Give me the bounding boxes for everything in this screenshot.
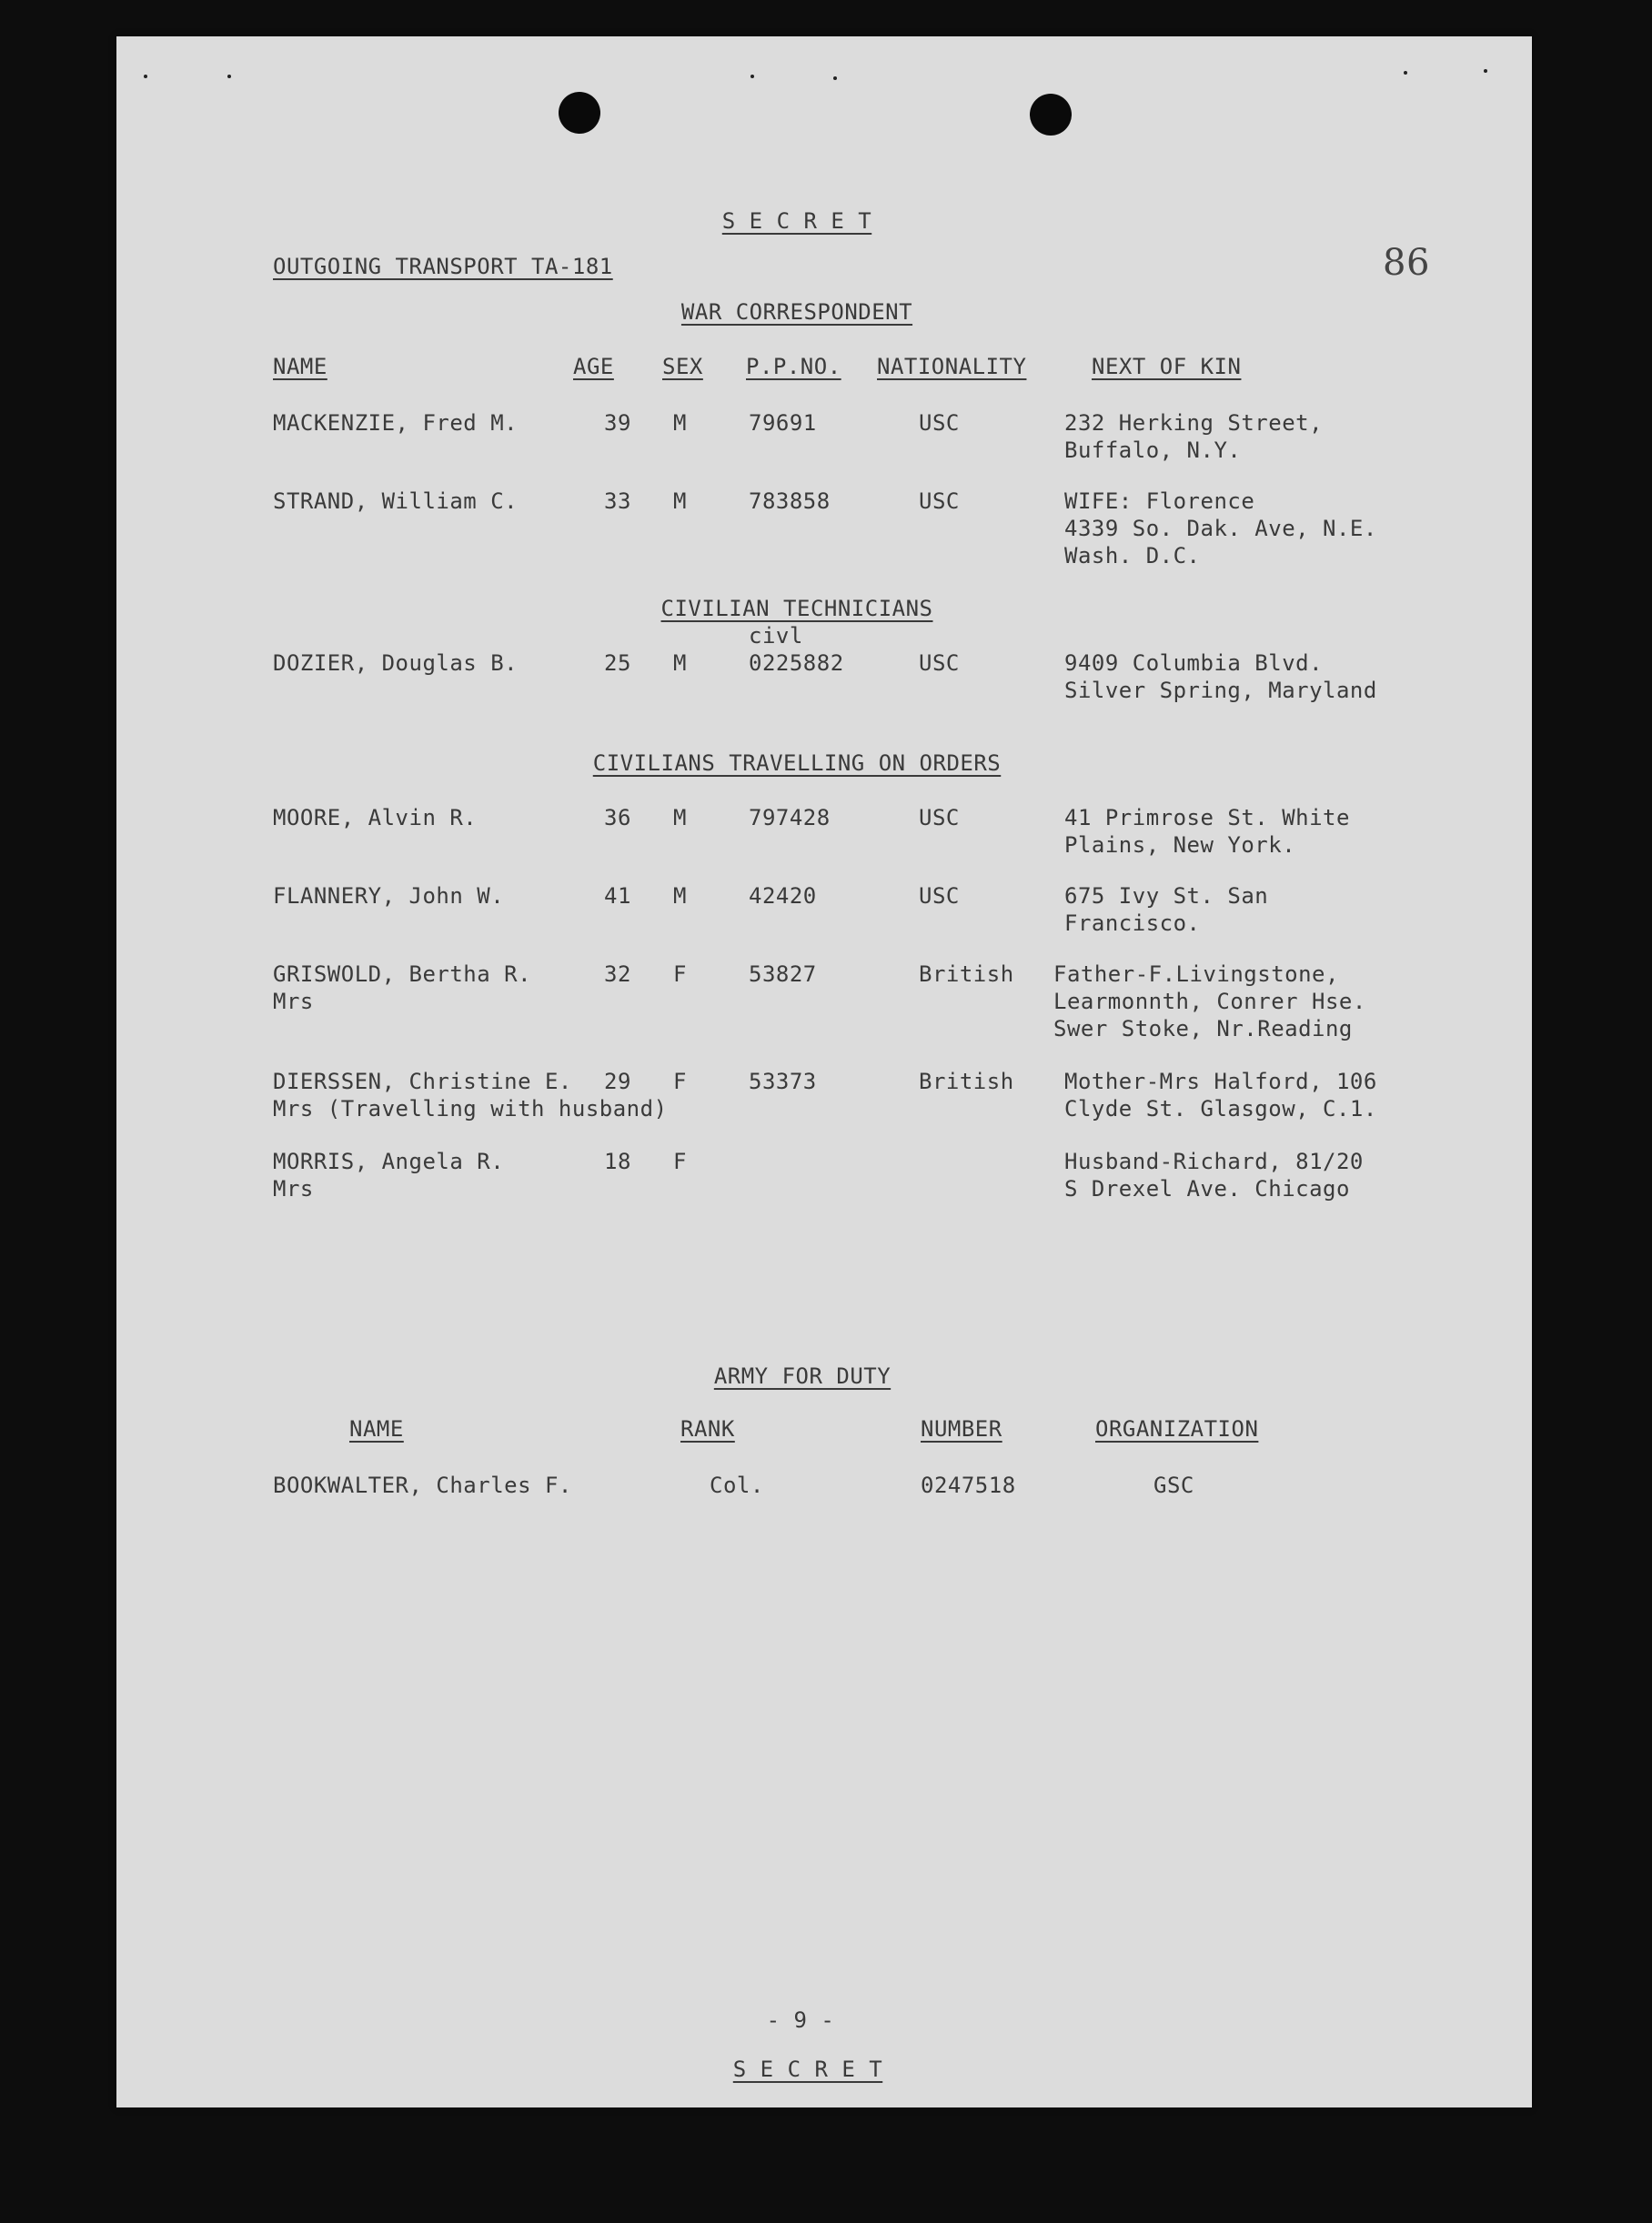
army-row-organization: GSC [1153, 1473, 1194, 1498]
section-civilians-on-orders: CIVILIANS TRAVELLING ON ORDERS [592, 750, 1002, 776]
army-row-name: BOOKWALTER, Charles F. [273, 1473, 572, 1498]
army-col-header-organization: ORGANIZATION [1095, 1416, 1259, 1442]
section-civilian-technicians: CIVILIAN TECHNICIANS [660, 596, 933, 621]
classification-top: S E C R E T [721, 208, 872, 234]
row-name: DIERSSEN, Christine E. Mrs (Travelling with husband) [273, 1069, 668, 1122]
row-pp-no: 53827 [749, 961, 817, 987]
classification-bottom: S E C R E T [732, 2057, 883, 2082]
row-age: 29 [604, 1069, 631, 1094]
row-nationality: USC [919, 805, 960, 830]
army-row-rank: Col. [710, 1473, 764, 1498]
row-nationality: British [919, 1069, 1014, 1094]
row-sex: F [673, 1069, 687, 1094]
speck [144, 75, 147, 78]
row-sex: F [673, 961, 687, 987]
row-sex: M [673, 650, 687, 676]
row-name: GRISWOLD, Bertha R. Mrs [273, 961, 532, 1014]
row-age: 36 [604, 805, 631, 830]
col-header-next-of-kin: NEXT OF KIN [1092, 354, 1242, 379]
row-age: 25 [604, 650, 631, 676]
row-pp-no: 797428 [749, 805, 831, 830]
row-pp-no: 79691 [749, 410, 817, 436]
speck [833, 76, 837, 80]
row-next-of-kin: Husband-Richard, 81/20 S Drexel Ave. Chicago [1064, 1149, 1364, 1202]
army-col-header-rank: RANK [680, 1416, 735, 1442]
row-nationality: British [919, 961, 1014, 987]
speck [1404, 71, 1407, 75]
row-name: DOZIER, Douglas B. [273, 650, 519, 676]
speck [227, 75, 231, 78]
page-number-stamp: 86 [1383, 242, 1430, 284]
row-next-of-kin: Father-F.Livingstone, Learmonnth, Conrer Hse. Swer Stoke, Nr.Reading [1053, 961, 1366, 1041]
row-next-of-kin: 675 Ivy St. San Francisco. [1064, 883, 1269, 936]
row-sex: M [673, 805, 687, 830]
army-col-header-number: NUMBER [921, 1416, 1002, 1442]
army-col-header-name: NAME [349, 1416, 404, 1442]
row-age: 39 [604, 410, 631, 436]
army-row-number: 0247518 [921, 1473, 1016, 1498]
row-pp-no: 783858 [749, 488, 831, 514]
row-nationality: USC [919, 650, 960, 676]
row-name: FLANNERY, John W. [273, 883, 505, 909]
col-header-pp-no: P.P.NO. [746, 354, 841, 379]
row-nationality: USC [919, 883, 960, 909]
row-next-of-kin: 41 Primrose St. White Plains, New York. [1064, 805, 1350, 858]
punch-hole [1030, 94, 1072, 136]
row-pp-no: 53373 [749, 1069, 817, 1094]
row-name: STRAND, William C. [273, 488, 519, 514]
row-name: MACKENZIE, Fred M. [273, 410, 519, 436]
section-army-for-duty: ARMY FOR DUTY [713, 1363, 891, 1389]
row-sex: M [673, 410, 687, 436]
row-name: MORRIS, Angela R. Mrs [273, 1149, 505, 1202]
row-pp-no: 0225882 [749, 650, 844, 676]
speck [1484, 69, 1487, 73]
row-nationality: USC [919, 488, 960, 514]
speck [750, 75, 754, 78]
transport-title: OUTGOING TRANSPORT TA-181 [273, 254, 613, 279]
row-nationality: USC [919, 410, 960, 436]
col-header-name: NAME [273, 354, 327, 379]
row-pp-no: 42420 [749, 883, 817, 909]
row-sex: F [673, 1149, 687, 1174]
row-next-of-kin: Mother-Mrs Halford, 106 Clyde St. Glasgow, C.1. [1064, 1069, 1377, 1122]
document-page [116, 36, 1532, 2107]
punch-hole [559, 92, 600, 134]
col-header-age: AGE [573, 354, 614, 379]
col-header-nationality: NATIONALITY [877, 354, 1027, 379]
row-name: MOORE, Alvin R. [273, 805, 478, 830]
row-age: 33 [604, 488, 631, 514]
row-sex: M [673, 883, 687, 909]
row-next-of-kin: 9409 Columbia Blvd. Silver Spring, Maryland [1064, 650, 1377, 703]
row-age: 32 [604, 961, 631, 987]
row-pp-note: civl [749, 623, 803, 649]
row-next-of-kin: 232 Herking Street, Buffalo, N.Y. [1064, 410, 1324, 463]
row-next-of-kin: WIFE: Florence 4339 So. Dak. Ave, N.E. Wash. D.C. [1064, 488, 1377, 568]
row-age: 41 [604, 883, 631, 909]
row-age: 18 [604, 1149, 631, 1174]
section-war-correspondent: WAR CORRESPONDENT [680, 299, 913, 325]
page-footer-number: - 9 - [766, 2007, 835, 2033]
col-header-sex: SEX [662, 354, 703, 379]
row-sex: M [673, 488, 687, 514]
